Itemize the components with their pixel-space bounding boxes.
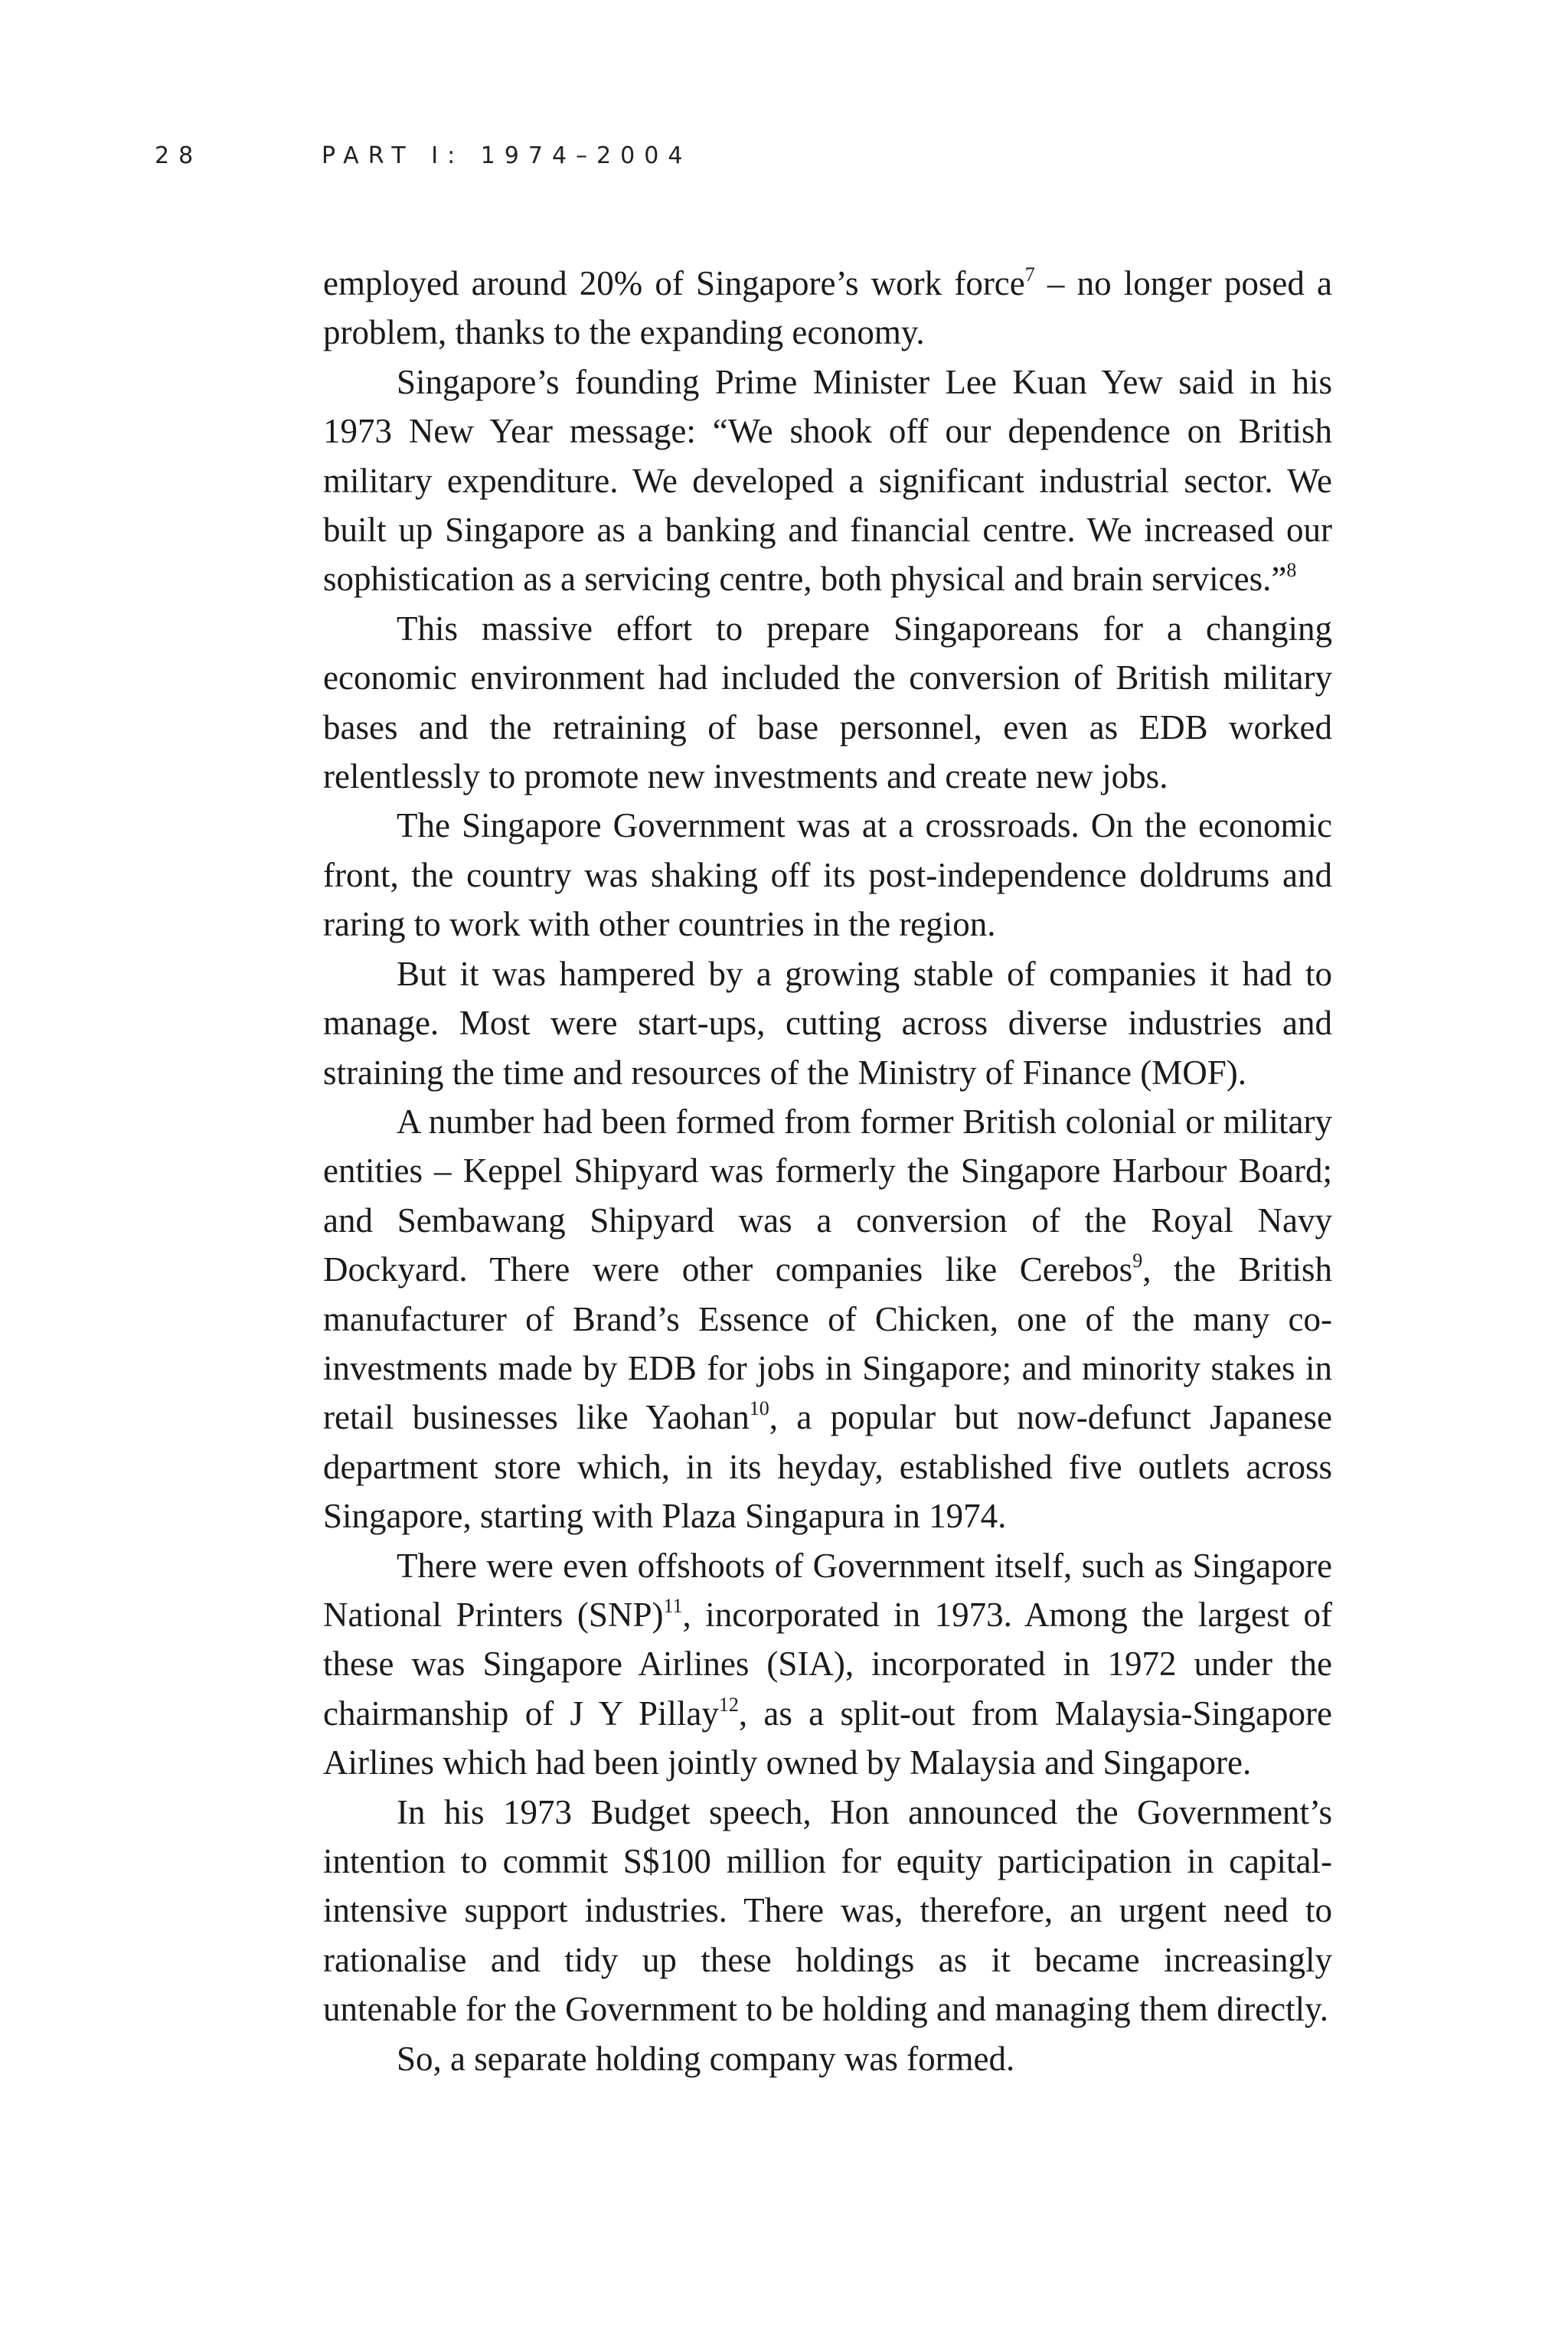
paragraph-text: The Singapore Government was at a crossroads. On the economic front, the country was shaking off its post-independence doldrums and raring to work with other countries in the region.	[323, 806, 1332, 944]
footnote-marker: 11	[663, 1594, 683, 1617]
paragraph-text: – no longer posed a problem, thanks to the expanding economy.	[323, 264, 1332, 352]
paragraph	[323, 259, 1332, 358]
footnote-marker: 12	[718, 1693, 739, 1716]
paragraph-text: A number had been formed from former British colonial or military entities – Keppel Shipyard was formerly the Singapore Harbour Board; and Sembawang Shipyard was a conversion of the Royal Navy Dockyard. There were other companies like Cerebos	[323, 1102, 1332, 1289]
paragraph	[323, 358, 1332, 604]
paragraph	[323, 1788, 1332, 2034]
page-number: 28	[155, 142, 203, 169]
paragraph-text: Singapore’s founding Prime Minister Lee Kuan Yew said in his 1973 New Year message: “We shook off our dependence on British military expenditure. We developed a significant industrial sector. We built up Singapore as a banking and financial centre. We increased our sophistication as a servicing centre, both physical and brain services.”	[323, 362, 1332, 599]
paragraph-text: But it was hampered by a growing stable of companies it had to manage. Most were start-ups, cutting across diverse industries and straining the time and resources of the Ministry of Finance (MOF).	[323, 954, 1332, 1092]
paragraph	[323, 1541, 1332, 1788]
footnote-marker: 10	[749, 1397, 769, 1420]
footnote-marker: 9	[1132, 1250, 1143, 1272]
paragraph-text: , as a split-out from Malaysia-Singapore Airlines which had been jointly owned by Malaysia and Singapore.	[323, 1694, 1332, 1782]
paragraph-text: , incorporated in 1973. Among the largest of these was Singapore Airlines (SIA), incorporated in 1972 under the chairmanship of J Y Pillay	[323, 1595, 1333, 1733]
paragraph	[323, 949, 1332, 1097]
running-header	[155, 142, 691, 169]
paragraph-text: So, a separate holding company was formed.	[397, 2039, 1015, 2078]
paragraph-text: employed around 20% of Singapore’s work force	[323, 264, 1025, 302]
body-text	[323, 259, 1332, 2083]
paragraph	[323, 1097, 1332, 1541]
paragraph	[323, 604, 1332, 802]
paragraph-text: In his 1973 Budget speech, Hon announced the Government’s intention to commit S$100 million for equity participation in capital-intensive support industries. There was, therefore, an urgent need to rationalise and tidy up these holdings as it became increasingly untenable for the Government to be holding and managing them directly.	[323, 1792, 1332, 2029]
running-title: PART I: 1974–2004	[322, 142, 692, 169]
paragraph-text: , the British manufacturer of Brand’s Essence of Chicken, one of the many co-investments made by EDB for jobs in Singapore; and minority stakes in retail businesses like Yaohan	[323, 1250, 1332, 1437]
paragraph-text: There were even offshoots of Government itself, such as Singapore National Printers (SNP)	[323, 1546, 1332, 1634]
footnote-marker: 8	[1286, 559, 1297, 582]
paragraph-text: , a popular but now-defunct Japanese department store which, in its heyday, established five outlets across Singapore, starting with Plaza Singapura in 1974.	[323, 1398, 1332, 1536]
paragraph	[323, 801, 1332, 949]
paragraph-text: This massive effort to prepare Singaporeans for a changing economic environment had included the conversion of British military bases and the retraining of base personnel, even as EDB worked relentlessly to promote new investments and create new jobs.	[323, 609, 1332, 796]
footnote-marker: 7	[1024, 263, 1035, 286]
paragraph	[323, 2034, 1332, 2083]
